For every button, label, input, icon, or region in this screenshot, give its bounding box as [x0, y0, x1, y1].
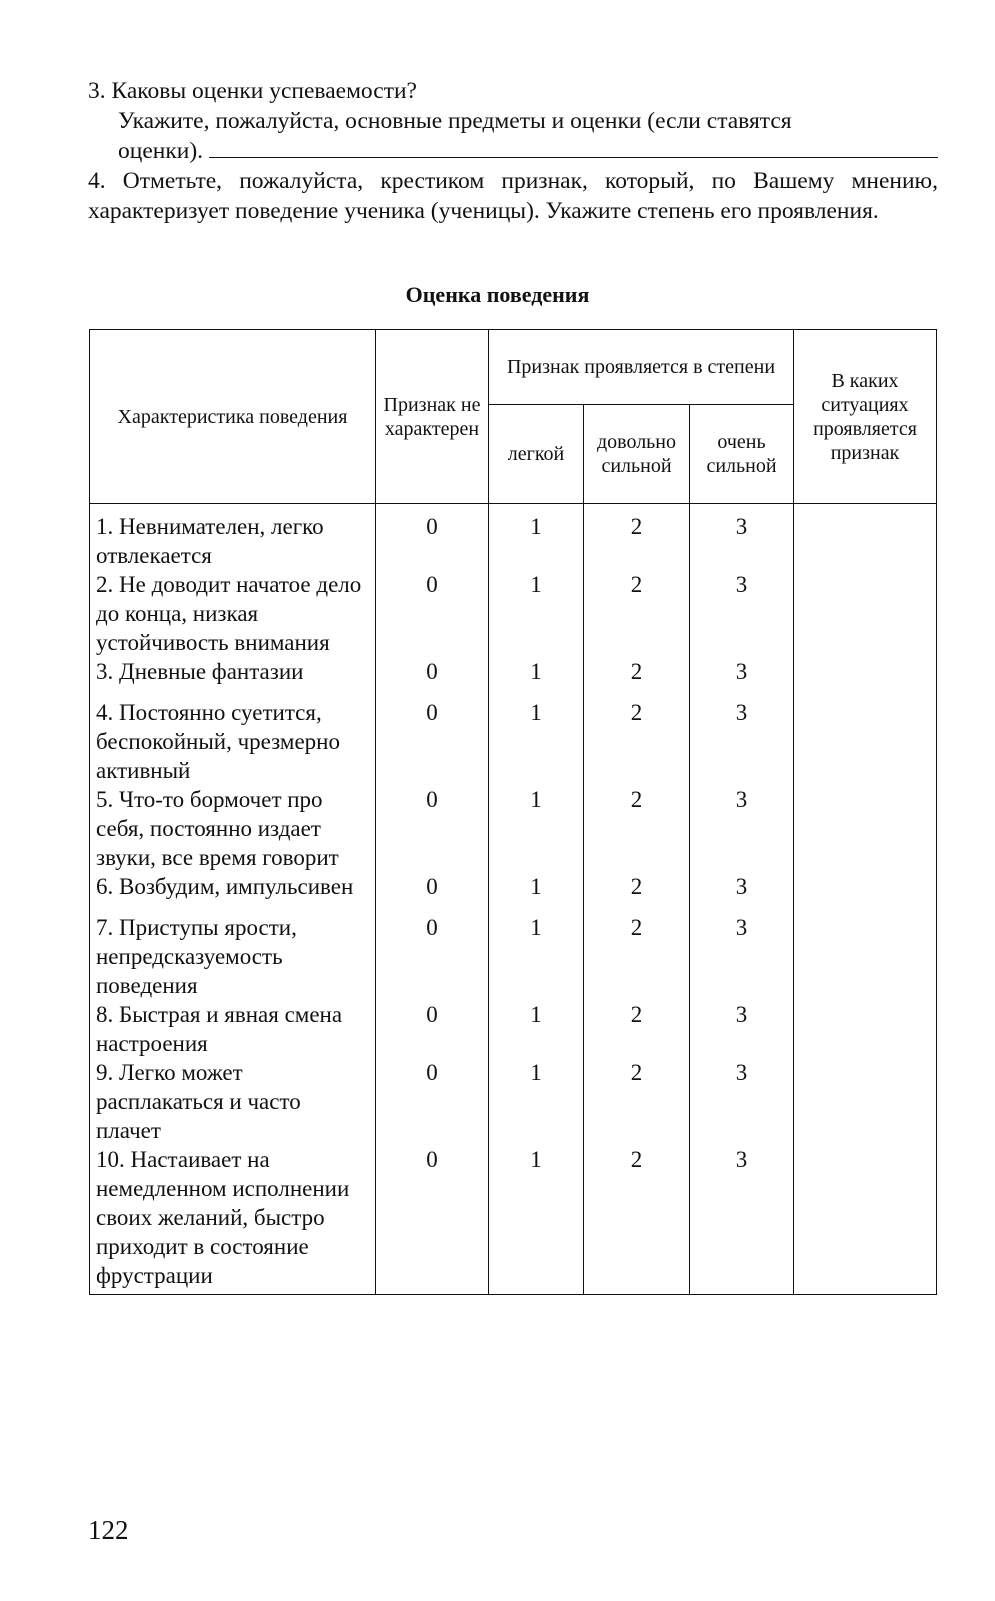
score-2[interactable]: 2 — [584, 657, 690, 698]
grades-fill-row — [88, 136, 938, 166]
question-3-instruction-end: оценки). — [118, 138, 204, 164]
header-degree-very-strong: очень сильной — [690, 405, 794, 504]
score-1[interactable]: 1 — [489, 570, 584, 657]
score-0[interactable]: 0 — [376, 1145, 489, 1295]
score-3[interactable]: 3 — [690, 913, 794, 1000]
score-2[interactable]: 2 — [584, 698, 690, 785]
question-3: 3. Каковы оценки успеваемости? — [88, 78, 417, 104]
table-row — [90, 1000, 937, 1058]
table-row — [90, 872, 937, 913]
question-4: 4. Отметьте, пожалуйста, крестиком признак, который, по Вашему мнению, характеризует поведение ученика (ученицы). Укажите степень его проявления. — [88, 168, 938, 224]
score-0[interactable]: 0 — [376, 913, 489, 1000]
score-2[interactable]: 2 — [584, 913, 690, 1000]
score-0[interactable]: 0 — [376, 1000, 489, 1058]
score-0[interactable]: 0 — [376, 872, 489, 913]
situation-cell[interactable] — [794, 1000, 937, 1058]
behavior-text: 6. Возбудим, импульсивен — [90, 872, 376, 913]
grades-answer-line[interactable] — [209, 137, 938, 158]
score-1[interactable]: 1 — [489, 1000, 584, 1058]
behavior-text: 1. Невнимателен, легко отвлекается — [90, 504, 376, 571]
behavior-text: 7. Приступы ярости, непредсказуемость поведения — [90, 913, 376, 1000]
score-3[interactable]: 3 — [690, 872, 794, 913]
score-3[interactable]: 3 — [690, 504, 794, 571]
score-3[interactable]: 3 — [690, 1145, 794, 1295]
score-3[interactable]: 3 — [690, 570, 794, 657]
table-row — [90, 1058, 937, 1145]
score-1[interactable]: 1 — [489, 1145, 584, 1295]
page-number: 122 — [88, 1515, 129, 1545]
header-situations: В каких ситуациях проявляется признак — [794, 330, 937, 504]
behavior-text: 10. Настаивает на немедленном исполнении своих желаний, быстро приходит в состояние фрустрации — [90, 1145, 376, 1295]
behavior-text: 4. Постоянно суетится, беспокойный, чрезмерно активный — [90, 698, 376, 785]
table-row — [90, 504, 937, 571]
score-2[interactable]: 2 — [584, 1058, 690, 1145]
score-2[interactable]: 2 — [584, 570, 690, 657]
situation-cell[interactable] — [794, 1145, 937, 1295]
score-1[interactable]: 1 — [489, 698, 584, 785]
score-3[interactable]: 3 — [690, 1000, 794, 1058]
score-3[interactable]: 3 — [690, 698, 794, 785]
header-degree-light: легкой — [489, 405, 584, 504]
score-1[interactable]: 1 — [489, 872, 584, 913]
intro-text — [88, 76, 938, 226]
behavior-table — [89, 329, 937, 1295]
score-2[interactable]: 2 — [584, 504, 690, 571]
situation-cell[interactable] — [794, 570, 937, 657]
situation-cell[interactable] — [794, 698, 937, 785]
behavior-text: 5. Что-то бормочет про себя, постоянно издает звуки, все время говорит — [90, 785, 376, 872]
score-1[interactable]: 1 — [489, 657, 584, 698]
behavior-text: 8. Быстрая и явная смена настроения — [90, 1000, 376, 1058]
score-0[interactable]: 0 — [376, 785, 489, 872]
table-row — [90, 913, 937, 1000]
situation-cell[interactable] — [794, 785, 937, 872]
behavior-text: 2. Не доводит начатое дело до конца, низкая устойчивость внимания — [90, 570, 376, 657]
header-not-characteristic: Признак не характерен — [376, 330, 489, 504]
score-1[interactable]: 1 — [489, 785, 584, 872]
score-1[interactable]: 1 — [489, 913, 584, 1000]
header-degree-group: Признак проявляется в степени — [489, 330, 794, 405]
header-characteristic: Характеристика поведения — [90, 330, 376, 504]
score-0[interactable]: 0 — [376, 570, 489, 657]
behavior-text: 9. Легко может расплакаться и часто плачет — [90, 1058, 376, 1145]
table-row — [90, 785, 937, 872]
score-2[interactable]: 2 — [584, 1000, 690, 1058]
score-2[interactable]: 2 — [584, 872, 690, 913]
score-0[interactable]: 0 — [376, 1058, 489, 1145]
question-3-instruction: Укажите, пожалуйста, основные предметы и оценки (если ставятся — [118, 108, 792, 134]
score-2[interactable]: 2 — [584, 785, 690, 872]
score-2[interactable]: 2 — [584, 1145, 690, 1295]
table-row — [90, 570, 937, 657]
header-degree-fairly-strong: довольно сильной — [584, 405, 690, 504]
score-0[interactable]: 0 — [376, 504, 489, 571]
table-title: Оценка поведения — [405, 282, 590, 307]
situation-cell[interactable] — [794, 504, 937, 571]
situation-cell[interactable] — [794, 913, 937, 1000]
score-3[interactable]: 3 — [690, 785, 794, 872]
score-1[interactable]: 1 — [489, 504, 584, 571]
score-3[interactable]: 3 — [690, 1058, 794, 1145]
behavior-text: 3. Дневные фантазии — [90, 657, 376, 698]
score-1[interactable]: 1 — [489, 1058, 584, 1145]
situation-cell[interactable] — [794, 872, 937, 913]
table-row — [90, 657, 937, 698]
score-3[interactable]: 3 — [690, 657, 794, 698]
situation-cell[interactable] — [794, 1058, 937, 1145]
table-row — [90, 1145, 937, 1295]
table-row — [90, 698, 937, 785]
score-0[interactable]: 0 — [376, 698, 489, 785]
situation-cell[interactable] — [794, 657, 937, 698]
score-0[interactable]: 0 — [376, 657, 489, 698]
